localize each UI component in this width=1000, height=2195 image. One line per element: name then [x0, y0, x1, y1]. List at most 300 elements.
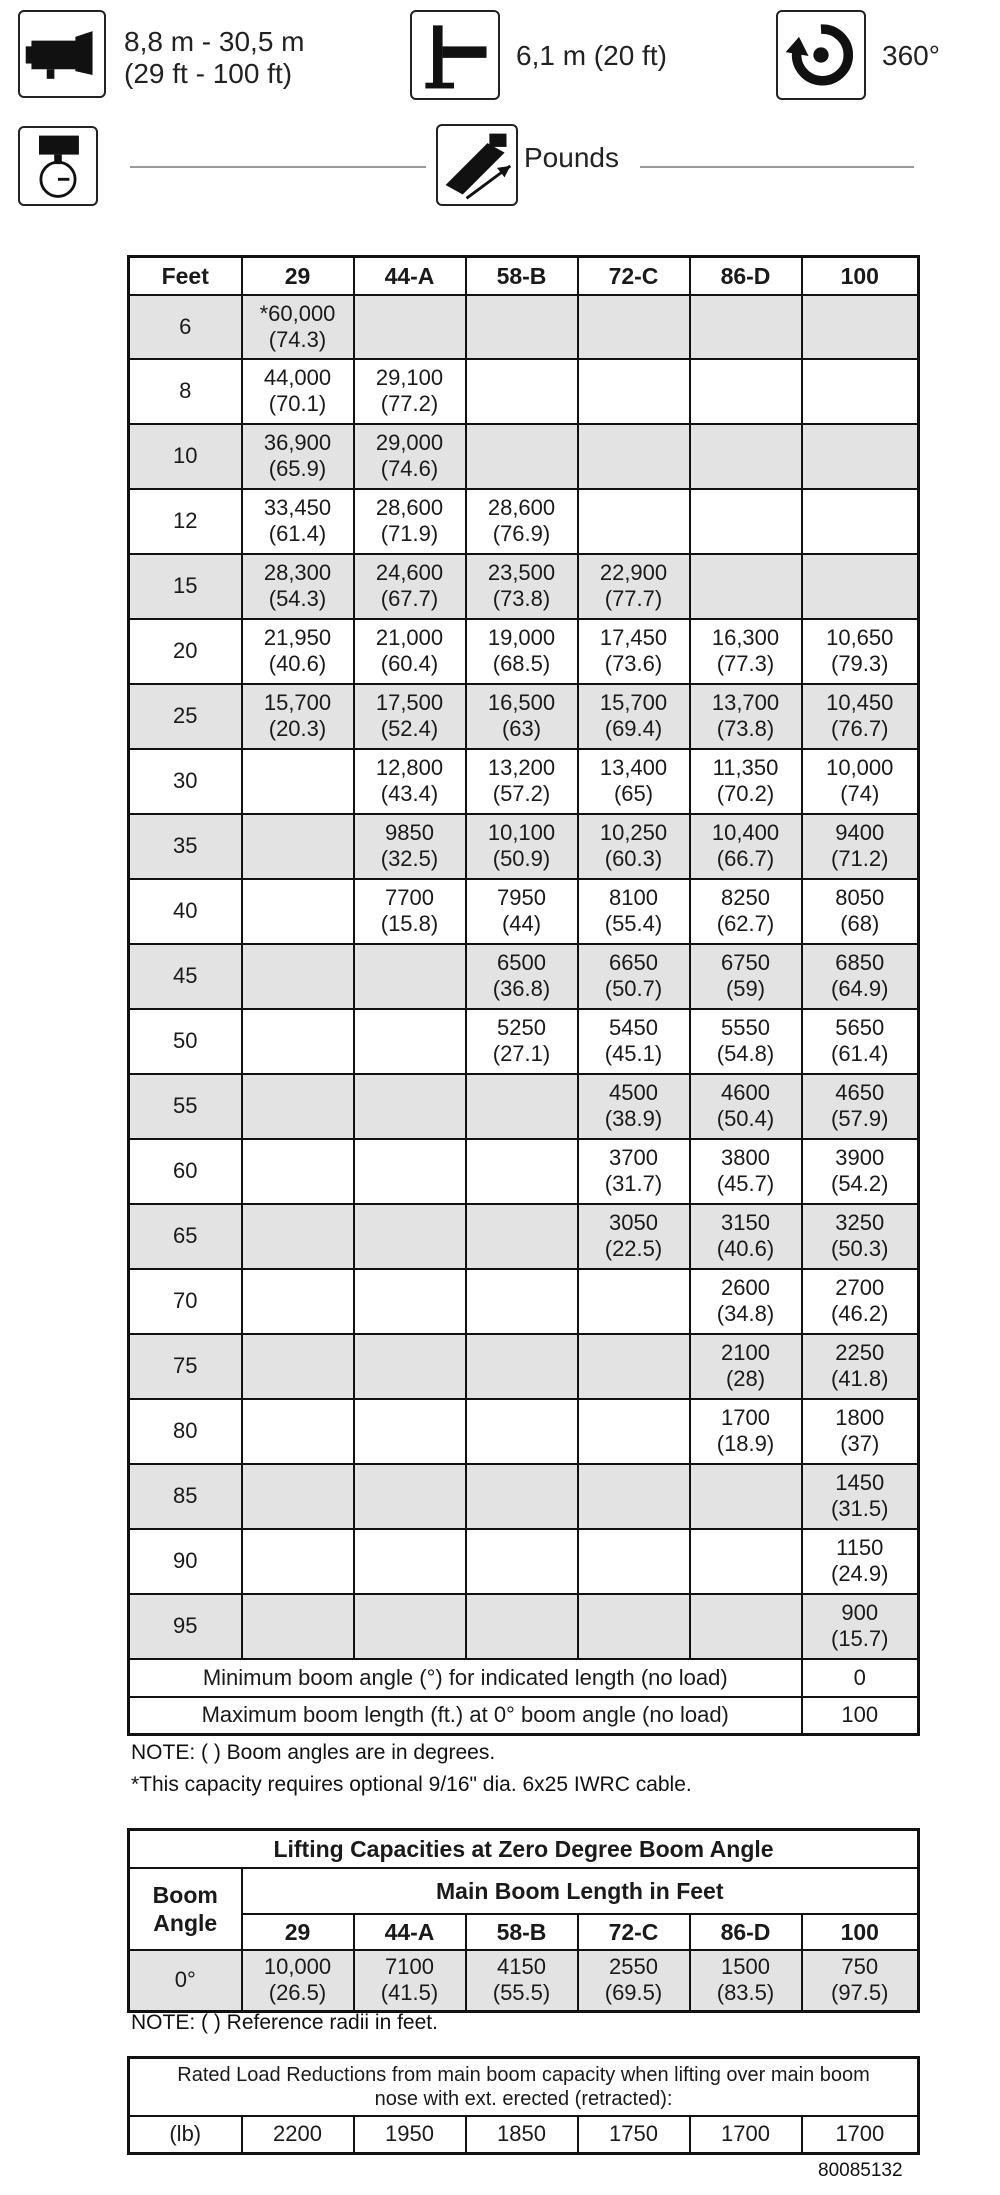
units-label: Pounds: [524, 142, 619, 173]
reduction-value: 1850: [466, 2116, 578, 2154]
capacity-cell: [466, 749, 578, 814]
boom-angle-icon: [436, 124, 518, 206]
radius-cell: 15: [129, 554, 242, 619]
capacity-cell: [242, 814, 354, 879]
document-code: 80085132: [818, 2160, 903, 2181]
reductions-title: Rated Load Reductions from main boom capacity when lifting over main boom nose with ext. erected (retracted):: [129, 2058, 919, 2116]
boom-angle-value: (74): [840, 781, 880, 806]
capacity-cell: [690, 684, 802, 749]
boom-angle-value: (61.4): [268, 521, 327, 546]
capacity-cell: [690, 1269, 802, 1334]
boom-length-imperial: (29 ft - 100 ft): [124, 58, 293, 89]
capacity-value: 7100: [385, 1954, 434, 1980]
capacity-cell: [466, 1074, 578, 1139]
zero-title-row: [129, 1830, 919, 1868]
capacity-cell: [802, 1204, 919, 1269]
zero-subheader-row: [129, 1868, 919, 1914]
boom-angle-value: (45.7): [716, 1171, 775, 1196]
boom-angle-value: (76.9): [492, 521, 551, 546]
header-radius: Feet: [129, 257, 242, 295]
boom-angle-value: (73.8): [492, 586, 551, 611]
radius-cell: 95: [129, 1594, 242, 1659]
note-cable: *This capacity requires optional 9/16" dia. 6x25 IWRC cable.: [131, 1773, 692, 1796]
capacity-cell: [354, 1204, 466, 1269]
capacity-cell: [466, 1529, 578, 1594]
capacity-value: 28,300: [263, 560, 332, 585]
capacity-value: 3700: [609, 1145, 658, 1170]
capacity-value: 22,900: [599, 560, 668, 585]
boom-angle-value: (77.3): [716, 651, 775, 676]
capacity-cell: [242, 1399, 354, 1464]
capacity-cell: [354, 554, 466, 619]
reference-radius-value: (55.5): [492, 1980, 551, 2006]
capacity-cell: [802, 1074, 919, 1139]
table-row: [129, 619, 919, 684]
zero-capacity-cell: [354, 1950, 466, 2012]
capacity-cell: [242, 1074, 354, 1139]
capacity-value: 750: [841, 1954, 879, 1980]
capacity-value: 6500: [497, 950, 546, 975]
boom-angle-value: (15.8): [380, 911, 439, 936]
table-row: [129, 1074, 919, 1139]
capacity-cell: [578, 1594, 690, 1659]
table-row: [129, 944, 919, 1009]
boom-length-metric: 8,8 m - 30,5 m: [124, 26, 305, 57]
capacity-cell: [354, 1269, 466, 1334]
boom-angle-value: (63): [501, 716, 542, 741]
capacity-cell: [578, 1464, 690, 1529]
zero-length-header: 86-D: [690, 1914, 802, 1950]
table-row: [129, 1269, 919, 1334]
table-row: [129, 489, 919, 554]
outrigger-icon: [410, 10, 500, 100]
boom-angle-value: (57.2): [492, 781, 551, 806]
load-chart-table: [127, 255, 920, 1736]
capacity-cell: [466, 1464, 578, 1529]
boom-angle-value: (55.4): [604, 911, 663, 936]
boom-angle-value: (66.7): [716, 846, 775, 871]
capacity-cell: [354, 1074, 466, 1139]
capacity-cell: [354, 879, 466, 944]
boom-angle-value: (46.2): [831, 1301, 889, 1326]
header-length-29: 29: [242, 257, 354, 295]
zero-table-title: Lifting Capacities at Zero Degree Boom Angle: [129, 1830, 919, 1868]
capacity-value: 5650: [835, 1015, 885, 1040]
capacity-cell: [354, 1139, 466, 1204]
capacity-value: 10,450: [826, 690, 894, 715]
radius-cell: 25: [129, 684, 242, 749]
table-row: [129, 1464, 919, 1529]
boom-angle-value: (76.7): [831, 716, 889, 741]
capacity-value: 10,400: [711, 820, 780, 845]
capacity-cell: [690, 295, 802, 359]
zero-values-row: [129, 1950, 919, 2012]
capacity-cell: [578, 619, 690, 684]
rotation-360-icon: [776, 10, 866, 100]
capacity-cell: [354, 295, 466, 359]
capacity-value: 2600: [721, 1275, 770, 1300]
capacity-cell: [242, 359, 354, 424]
capacity-cell: [242, 619, 354, 684]
boom-angle-value: (34.8): [716, 1301, 775, 1326]
capacity-cell: [578, 1529, 690, 1594]
boom-angle-value: (37): [840, 1431, 880, 1456]
radius-cell: 8: [129, 359, 242, 424]
capacity-cell: [354, 749, 466, 814]
capacity-value: 3050: [609, 1210, 658, 1235]
reductions-table: [127, 2056, 920, 2155]
capacity-cell: [354, 424, 466, 489]
boom-angle-value: (20.3): [268, 716, 327, 741]
boom-angle-value: (57.9): [831, 1106, 889, 1131]
outrigger-span: 6,1 m (20 ft): [516, 40, 667, 71]
capacity-cell: [578, 944, 690, 1009]
boom-angle-value: (31.5): [831, 1496, 889, 1521]
capacity-cell: [242, 1269, 354, 1334]
reductions-unit: (lb): [129, 2116, 242, 2154]
boom-angle-value: (65.9): [268, 456, 327, 481]
zero-capacity-cell: [466, 1950, 578, 2012]
table-row: [129, 1334, 919, 1399]
capacity-value: 10,000: [263, 1954, 332, 1980]
capacity-cell: [466, 1204, 578, 1269]
max-length-row: [129, 1697, 919, 1735]
capacity-cell: [242, 1594, 354, 1659]
capacity-cell: [466, 1139, 578, 1204]
capacity-value: 8050: [835, 885, 885, 910]
boom-angle-value: (73.6): [604, 651, 663, 676]
capacity-cell: [354, 1529, 466, 1594]
boom-angle-value: (70.2): [716, 781, 775, 806]
table-row: [129, 879, 919, 944]
capacity-value: 11,350: [712, 755, 779, 780]
boom-angle-value: (38.9): [604, 1106, 663, 1131]
boom-angle-value: (68): [840, 911, 880, 936]
boom-angle-value: (60.3): [604, 846, 663, 871]
radius-cell: 80: [129, 1399, 242, 1464]
capacity-cell: [578, 1139, 690, 1204]
capacity-cell: [466, 295, 578, 359]
zero-capacity-cell: [578, 1950, 690, 2012]
capacity-cell: [242, 684, 354, 749]
capacity-cell: [578, 554, 690, 619]
capacity-cell: [802, 295, 919, 359]
zero-angle-cell: 0°: [129, 1950, 242, 2012]
boom-angle-value: (52.4): [380, 716, 439, 741]
capacity-cell: [802, 749, 919, 814]
capacity-cell: [690, 879, 802, 944]
radius-cell: 60: [129, 1139, 242, 1204]
capacity-value: 6750: [721, 950, 770, 975]
capacity-cell: [690, 1399, 802, 1464]
table-row: [129, 359, 919, 424]
table-row: [129, 424, 919, 489]
capacity-cell: [690, 424, 802, 489]
capacity-cell: [690, 749, 802, 814]
capacity-cell: [690, 554, 802, 619]
boom-angle-value: (15.7): [831, 1626, 889, 1651]
capacity-cell: [242, 1464, 354, 1529]
radius-cell: 65: [129, 1204, 242, 1269]
reduction-value: 2200: [242, 2116, 354, 2154]
boom-angle-value: (28): [725, 1366, 766, 1391]
capacity-cell: [242, 1009, 354, 1074]
capacity-cell: [354, 1009, 466, 1074]
capacity-value: 6850: [835, 950, 885, 975]
capacity-cell: [354, 1334, 466, 1399]
header-length-58b: 58-B: [466, 257, 578, 295]
radius-cell: 75: [129, 1334, 242, 1399]
capacity-value: 2250: [835, 1340, 885, 1365]
radius-cell: 12: [129, 489, 242, 554]
capacity-cell: [466, 1594, 578, 1659]
radius-cell: 20: [129, 619, 242, 684]
header-length-44a: 44-A: [354, 257, 466, 295]
capacity-cell: [802, 554, 919, 619]
capacity-cell: [578, 1009, 690, 1074]
boom-angle-value: (59): [725, 976, 766, 1001]
capacity-cell: [466, 359, 578, 424]
boom-angle-value: (73.8): [716, 716, 775, 741]
reductions-title-row: [129, 2058, 919, 2116]
capacity-cell: [690, 489, 802, 554]
rotation-range: 360°: [882, 40, 940, 71]
capacity-cell: [354, 619, 466, 684]
table-row: [129, 1594, 919, 1659]
boom-angle-value: (64.9): [831, 976, 889, 1001]
boom-angle-value: (54.3): [268, 586, 327, 611]
radius-cell: 40: [129, 879, 242, 944]
boom-angle-value: (45.1): [604, 1041, 663, 1066]
counterweight-icon: [18, 126, 98, 206]
zero-capacity-cell: [802, 1950, 919, 2012]
capacity-cell: [802, 684, 919, 749]
capacity-value: 1150: [836, 1535, 884, 1560]
capacity-cell: [578, 1269, 690, 1334]
boom-angle-value: (50.3): [831, 1236, 889, 1261]
boom-angle-value: (79.3): [831, 651, 889, 676]
boom-angle-value: (50.9): [492, 846, 551, 871]
capacity-value: 23,500: [487, 560, 556, 585]
capacity-value: 21,000: [375, 625, 444, 650]
header-rule-left: [130, 166, 426, 168]
capacity-value: 9400: [835, 820, 885, 845]
capacity-value: 4150: [497, 1954, 546, 1980]
radius-cell: 50: [129, 1009, 242, 1074]
capacity-value: 2550: [609, 1954, 658, 1980]
capacity-cell: [466, 489, 578, 554]
reference-radius-value: (97.5): [831, 1980, 889, 2006]
capacity-cell: [354, 359, 466, 424]
boom-angle-value: (67.7): [380, 586, 439, 611]
zero-length-header: 72-C: [578, 1914, 690, 1950]
boom-angle-value: (54.8): [716, 1041, 775, 1066]
capacity-value: 19,000: [487, 625, 556, 650]
capacity-value: 4650: [835, 1080, 885, 1105]
boom-angle-value: (70.1): [268, 391, 327, 416]
zero-length-header: 29: [242, 1914, 354, 1950]
capacity-value: *60,000: [259, 300, 336, 326]
boom-angle-value: (71.9): [380, 521, 439, 546]
capacity-cell: [354, 1464, 466, 1529]
radius-cell: 10: [129, 424, 242, 489]
capacity-cell: [242, 295, 354, 359]
radius-cell: 90: [129, 1529, 242, 1594]
capacity-value: 36,900: [263, 430, 332, 455]
capacity-cell: [690, 1529, 802, 1594]
capacity-cell: [466, 1399, 578, 1464]
table-row: [129, 1204, 919, 1269]
capacity-cell: [578, 879, 690, 944]
max-length-label: Maximum boom length (ft.) at 0° boom angle (no load): [129, 1697, 802, 1735]
boom-angle-value: (68.5): [492, 651, 551, 676]
capacity-cell: [690, 359, 802, 424]
capacity-value: 44,000: [263, 365, 332, 390]
capacity-cell: [354, 684, 466, 749]
capacity-value: 10,100: [487, 820, 556, 845]
boom-angle-value: (27.1): [492, 1041, 551, 1066]
capacity-cell: [802, 424, 919, 489]
capacity-cell: [802, 489, 919, 554]
capacity-cell: [466, 944, 578, 1009]
capacity-cell: [690, 1594, 802, 1659]
boom-angle-value: (40.6): [716, 1236, 775, 1261]
capacity-cell: [242, 554, 354, 619]
capacity-value: 16,500: [487, 690, 556, 715]
capacity-value: 3150: [721, 1210, 770, 1235]
boom-angle-value: (41.8): [831, 1366, 889, 1391]
boom-angle-value: (50.7): [604, 976, 663, 1001]
capacity-value: 6650: [609, 950, 658, 975]
capacity-value: 2100: [721, 1340, 770, 1365]
capacity-cell: [242, 1204, 354, 1269]
crane-boom-icon: [18, 10, 106, 98]
header-length-100: 100: [802, 257, 919, 295]
boom-angle-value: (22.5): [604, 1236, 663, 1261]
radius-cell: 6: [129, 295, 242, 359]
reference-radius-value: (41.5): [380, 1980, 439, 2006]
min-angle-row: [129, 1659, 919, 1697]
capacity-cell: [802, 1009, 919, 1074]
capacity-cell: [690, 814, 802, 879]
boom-angle-value: (43.4): [380, 781, 439, 806]
capacity-cell: [690, 1204, 802, 1269]
capacity-value: 24,600: [375, 560, 444, 585]
zero-length-header: 44-A: [354, 1914, 466, 1950]
capacity-value: 7700: [385, 885, 434, 910]
capacity-cell: [466, 554, 578, 619]
capacity-cell: [466, 619, 578, 684]
capacity-cell: [354, 489, 466, 554]
capacity-value: 16,300: [711, 625, 780, 650]
max-length-value: 100: [802, 1697, 919, 1735]
reference-radius-value: (26.5): [268, 1980, 327, 2006]
capacity-cell: [466, 1269, 578, 1334]
capacity-value: 33,450: [263, 495, 332, 520]
capacity-value: 13,700: [711, 690, 780, 715]
capacity-value: 8250: [721, 885, 770, 910]
capacity-cell: [802, 1139, 919, 1204]
capacity-cell: [802, 814, 919, 879]
radius-cell: 85: [129, 1464, 242, 1529]
capacity-value: 5250: [497, 1015, 546, 1040]
capacity-cell: [578, 1204, 690, 1269]
capacity-cell: [578, 489, 690, 554]
capacity-value: 10,650: [826, 625, 894, 650]
radius-cell: 35: [129, 814, 242, 879]
zero-capacity-cell: [242, 1950, 354, 2012]
capacity-cell: [354, 1399, 466, 1464]
capacity-cell: [578, 684, 690, 749]
capacity-value: 3800: [721, 1145, 770, 1170]
capacity-value: 12,800: [375, 755, 444, 780]
boom-angle-value: (50.4): [716, 1106, 775, 1131]
boom-angle-value: (40.6): [268, 651, 327, 676]
capacity-value: 17,450: [599, 625, 668, 650]
reference-radius-value: (83.5): [716, 1980, 775, 2006]
capacity-value: 1700: [721, 1405, 770, 1430]
capacity-cell: [802, 1399, 919, 1464]
capacity-cell: [242, 879, 354, 944]
capacity-cell: [466, 879, 578, 944]
capacity-value: 10,000: [826, 755, 894, 780]
boom-angle-value: (65): [613, 781, 654, 806]
capacity-cell: [802, 879, 919, 944]
capacity-cell: [690, 1074, 802, 1139]
capacity-cell: [802, 1269, 919, 1334]
capacity-cell: [466, 684, 578, 749]
boom-angle-value: (44): [501, 911, 542, 936]
boom-angle-value: (36.8): [492, 976, 551, 1001]
capacity-cell: [354, 944, 466, 1009]
table-row: [129, 1399, 919, 1464]
capacity-value: 29,100: [375, 365, 444, 390]
reductions-values-row: [129, 2116, 919, 2154]
capacity-value: 4500: [609, 1080, 658, 1105]
header-length-72c: 72-C: [578, 257, 690, 295]
table-row: [129, 1139, 919, 1204]
capacity-value: 10,250: [599, 820, 668, 845]
capacity-value: 3900: [835, 1145, 885, 1170]
capacity-cell: [690, 1464, 802, 1529]
reduction-value: 1950: [354, 2116, 466, 2154]
capacity-value: 900: [841, 1600, 879, 1625]
capacity-cell: [802, 1334, 919, 1399]
reduction-value: 1700: [802, 2116, 919, 2154]
radius-cell: 45: [129, 944, 242, 1009]
zero-length-header: 100: [802, 1914, 919, 1950]
capacity-value: 1800: [835, 1405, 885, 1430]
capacity-value: 28,600: [375, 495, 444, 520]
boom-angle-value: (32.5): [380, 846, 439, 871]
table-row: [129, 749, 919, 814]
boom-angle-value: (24.9): [831, 1561, 889, 1586]
capacity-cell: [466, 424, 578, 489]
table-row: [129, 554, 919, 619]
min-angle-label: Minimum boom angle (°) for indicated length (no load): [129, 1659, 802, 1697]
table-row: [129, 814, 919, 879]
boom-angle-value: (69.4): [604, 716, 663, 741]
radius-cell: 30: [129, 749, 242, 814]
boom-angle-value: (74.6): [380, 456, 439, 481]
capacity-value: 7950: [497, 885, 546, 910]
capacity-value: 3250: [835, 1210, 885, 1235]
capacity-cell: [466, 1334, 578, 1399]
reference-radius-value: (69.5): [604, 1980, 663, 2006]
capacity-value: 15,700: [599, 690, 668, 715]
capacity-cell: [802, 1464, 919, 1529]
capacity-cell: [578, 295, 690, 359]
